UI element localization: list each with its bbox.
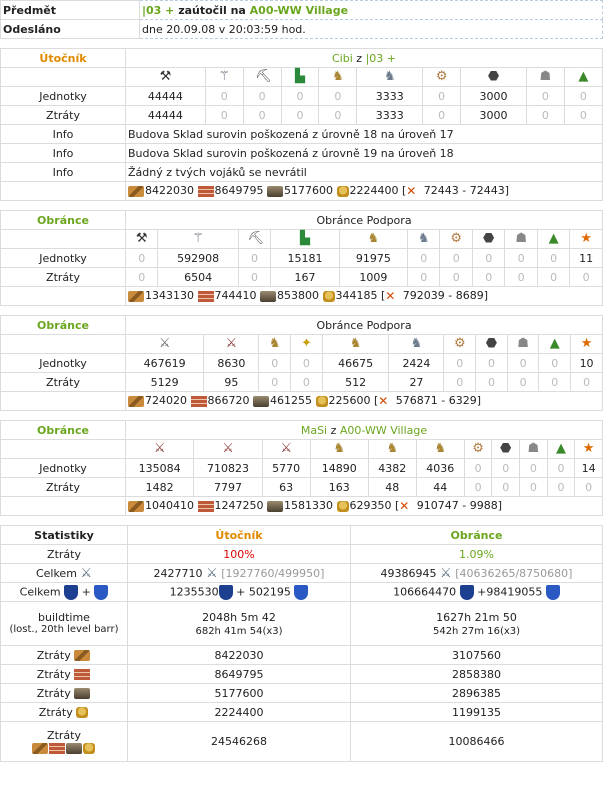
unit-values-row	[1, 459, 603, 478]
unit-count: 4382	[368, 459, 416, 478]
unit-count: 0	[243, 106, 281, 125]
info-text: Budova Sklad surovin poškozená z úrovně 19 na úroveň 18	[126, 144, 603, 163]
subject-value: |03 + zaútočil na A00-WW Village	[140, 1, 603, 20]
unit-count: 167	[271, 268, 339, 287]
defender-village-link[interactable]: A00-WW Village	[339, 423, 428, 437]
crop-icon	[337, 501, 349, 512]
defender-title: Obránce Podpora	[126, 211, 603, 230]
clay-icon	[191, 396, 207, 407]
unit-count: 0	[505, 268, 537, 287]
unit-count: 3000	[461, 106, 527, 125]
iron-icon	[260, 291, 276, 302]
bounty-iron: 5177600	[284, 184, 333, 197]
horse-icon[interactable]: ♞	[333, 441, 346, 456]
horse-icon[interactable]: ♞	[386, 441, 399, 456]
unit-count: 0	[526, 87, 564, 106]
axe-icon[interactable]: ⛏	[255, 69, 272, 84]
unit-count: 135084	[126, 459, 194, 478]
unit-count: 0	[472, 249, 504, 268]
row-label: Jednotky	[1, 249, 126, 268]
info-row: Info Budova Sklad surovin poškozená z úrovně 18 na úroveň 17	[1, 125, 603, 144]
unit-count: 0	[444, 354, 476, 373]
stats-row-clay: Ztráty 8649795 2858380	[1, 665, 603, 684]
defender-role: Obránce	[1, 211, 126, 230]
stats-row-total-defense: Celkem + 1235530 + 502195 106664470 +98419055	[1, 583, 603, 602]
bounty-clay: 8649795	[214, 184, 264, 197]
row-label: Jednotky	[1, 459, 126, 478]
stats-title: Statistiky	[1, 526, 128, 545]
iron-icon	[74, 688, 90, 699]
wood-icon	[128, 291, 144, 302]
cavalry-defense-icon	[94, 585, 108, 600]
attacker-role: Útočník	[1, 49, 126, 68]
infantry-defense-icon	[64, 585, 78, 600]
unit-count: 0	[408, 249, 440, 268]
settler-icon[interactable]: ▲	[549, 336, 560, 351]
iron-icon	[253, 396, 269, 407]
hero-icon[interactable]: ★	[580, 231, 592, 246]
unit-count: 467619	[126, 354, 204, 373]
stats-table	[0, 525, 603, 762]
unit-count: 0	[539, 373, 571, 392]
unit-count: 44	[416, 478, 464, 497]
damage-icon: ✕	[406, 184, 417, 198]
damage-icon: ✕	[385, 289, 396, 303]
unit-count: 0	[444, 373, 476, 392]
unit-values-row	[1, 106, 603, 125]
unit-count: 0	[492, 459, 520, 478]
chief-icon[interactable]: ☗	[515, 231, 527, 246]
club-icon[interactable]: ⚒	[159, 69, 172, 84]
defender-role: Obránce	[1, 421, 126, 440]
unit-count: 0	[259, 354, 291, 373]
unit-count: 0	[520, 478, 548, 497]
unit-count: 0	[564, 87, 602, 106]
unit-count: 0	[205, 87, 243, 106]
info-row: Info Žádný z tvých vojáků se nevrátil	[1, 163, 603, 182]
stats-col-attacker: Útočník	[128, 526, 351, 545]
bounty-crop: 2224400	[349, 184, 399, 197]
ram-icon[interactable]: ⚙	[450, 231, 463, 246]
bounty-range: 72443 - 72443	[423, 184, 505, 197]
unit-count: 0	[537, 249, 569, 268]
unit-count: 0	[440, 249, 472, 268]
unit-count: 27	[389, 373, 444, 392]
unit-values-row	[1, 478, 603, 497]
ram-icon[interactable]: ⚙	[472, 441, 484, 456]
stats-col-defender: Obránce	[351, 526, 603, 545]
boot-icon[interactable]: ▙	[295, 69, 306, 84]
unit-count: 0	[575, 478, 603, 497]
stats-row-losses-pct: Ztráty 100% 1.09%	[1, 545, 603, 564]
unit-count: 91975	[339, 249, 407, 268]
chief-icon[interactable]: ☗	[539, 69, 552, 84]
unit-count: 0	[291, 354, 323, 373]
infantry-defense-icon	[460, 585, 474, 600]
unit-values-row	[1, 354, 603, 373]
knight-icon[interactable]: ♞	[410, 336, 423, 351]
unit-count: 44444	[126, 87, 206, 106]
attacker-village-link[interactable]: |03 +	[365, 51, 396, 65]
unit-count: 0	[547, 478, 575, 497]
unit-count: 95	[204, 373, 259, 392]
unit-count: 7797	[194, 478, 262, 497]
unit-icons-row	[1, 68, 603, 87]
unit-count: 0	[126, 249, 158, 268]
horse-icon[interactable]: ♞	[349, 336, 362, 351]
unit-count: 0	[564, 106, 602, 125]
bounty-row	[1, 287, 603, 306]
catapult-icon[interactable]: ⬣	[483, 231, 495, 246]
info-text: Budova Sklad surovin poškozená z úrovně 18 na úroveň 17	[126, 125, 603, 144]
unit-icons-row	[1, 440, 603, 459]
club-icon[interactable]: ⚒	[135, 231, 148, 246]
unit-count: 8630	[204, 354, 259, 373]
bounty-cell: 1040410 1247250 1581330 629350 [✕ 910747 - 9988]	[126, 497, 603, 516]
unit-count: 5770	[262, 459, 310, 478]
row-label: Ztráty	[1, 268, 126, 287]
sent-label: Odesláno	[1, 20, 140, 39]
unit-count: 1009	[339, 268, 407, 287]
unit-count: 2424	[389, 354, 444, 373]
bounty-row	[1, 497, 603, 516]
unit-icons-row	[1, 230, 603, 249]
unit-count: 0	[259, 373, 291, 392]
bounty-crop: 344185	[335, 289, 378, 302]
defender-table-3	[0, 420, 603, 516]
wood-icon	[128, 396, 144, 407]
unit-count: 0	[423, 87, 461, 106]
attacker-player-line: Cibi z |03 +	[126, 49, 603, 68]
crop-icon	[337, 186, 349, 197]
crop-icon	[323, 291, 335, 302]
defender-title: Obránce Podpora	[126, 316, 603, 335]
clay-icon	[74, 669, 90, 680]
defender-table-1	[0, 210, 603, 306]
unit-values-row	[1, 249, 603, 268]
horse-icon[interactable]: ♞	[367, 231, 380, 246]
crop-icon	[76, 707, 88, 718]
unit-count: 0	[507, 354, 539, 373]
unit-count: 3000	[461, 87, 527, 106]
settler-icon[interactable]: ▲	[548, 231, 559, 246]
bounty-cell: 724020 866720 461255 225600 [✕ 576871 - 6329]	[126, 392, 603, 411]
unit-count: 0	[408, 268, 440, 287]
stats-row-all-resources: Ztráty 24546268 10086466	[1, 722, 603, 762]
unit-count: 0	[547, 459, 575, 478]
wood-icon	[74, 650, 90, 661]
unit-count: 0	[507, 373, 539, 392]
unit-count: 4036	[416, 459, 464, 478]
settler-icon[interactable]: ▲	[578, 69, 589, 84]
cavalry-defense-icon	[546, 585, 560, 600]
unit-count: 0	[464, 459, 492, 478]
spear-icon[interactable]: ⚚	[218, 69, 231, 84]
unit-count: 44444	[126, 106, 206, 125]
bounty-clay: 866720	[207, 394, 250, 407]
unit-count: 0	[492, 478, 520, 497]
catapult-icon[interactable]: ⬣	[500, 441, 512, 456]
bounty-crop: 225600	[328, 394, 371, 407]
bounty-crop: 629350	[349, 499, 392, 512]
subject-label: Předmět	[1, 1, 140, 20]
unit-count: 15181	[271, 249, 339, 268]
bounty-range: 576871 - 6329	[395, 394, 477, 407]
unit-count: 0	[505, 249, 537, 268]
unit-count: 0	[571, 373, 603, 392]
unit-count: 163	[310, 478, 368, 497]
hero-icon[interactable]: ★	[580, 336, 593, 351]
sword-icon[interactable]: ⚔	[153, 441, 166, 456]
attacker-table	[0, 48, 603, 201]
unit-values-row	[1, 87, 603, 106]
unit-count: 14890	[310, 459, 368, 478]
unit-count: 0	[476, 373, 508, 392]
sword-icon[interactable]: ⚔	[222, 441, 234, 456]
report-header	[0, 0, 603, 39]
stats-row-crop: Ztráty 2224400 1199135	[1, 703, 603, 722]
unit-count: 512	[322, 373, 389, 392]
attacker-player-link[interactable]: Cibi	[332, 51, 353, 65]
clay-icon	[198, 291, 214, 302]
spear-icon[interactable]: ⚚	[192, 231, 204, 246]
unit-count: 0	[539, 354, 571, 373]
unit-count: 5129	[126, 373, 204, 392]
horse-icon[interactable]: ♞	[434, 441, 447, 456]
defender-player-line: MaSi z A00-WW Village	[126, 421, 603, 440]
unit-count: 0	[243, 87, 281, 106]
unit-count: 0	[476, 354, 508, 373]
damage-icon: ✕	[399, 499, 410, 513]
unit-count: 0	[472, 268, 504, 287]
hero-icon[interactable]: ★	[582, 441, 595, 456]
unit-count: 0	[126, 268, 158, 287]
unit-count: 0	[423, 106, 461, 125]
bounty-range: 910747 - 9988	[416, 499, 498, 512]
bounty-range: 792039 - 8689	[402, 289, 484, 302]
clay-icon	[198, 186, 214, 197]
bounty-wood: 1040410	[145, 499, 194, 512]
defender-role: Obránce	[1, 316, 126, 335]
unit-icons-row	[1, 335, 603, 354]
defender-player-link[interactable]: MaSi	[300, 423, 328, 437]
wood-icon	[32, 743, 48, 754]
horse-icon[interactable]: ♞	[332, 69, 344, 84]
unit-count: 0	[319, 106, 357, 125]
sent-value: dne 20.09.08 v 20:03:59 hod.	[140, 20, 603, 39]
row-label: Jednotky	[1, 87, 126, 106]
unit-count: 0	[291, 373, 323, 392]
unit-count: 0	[319, 87, 357, 106]
defender-table-2	[0, 315, 603, 411]
row-label: Jednotky	[1, 354, 126, 373]
unit-count: 1482	[126, 478, 194, 497]
unit-count: 710823	[194, 459, 262, 478]
ram-icon[interactable]: ⚙	[435, 69, 448, 84]
attacker-village-link[interactable]: |03 +	[142, 3, 175, 17]
horse-icon[interactable]: ♞	[268, 336, 281, 351]
bounty-iron: 1581330	[284, 499, 333, 512]
unit-count: 0	[238, 268, 270, 287]
unit-count: 48	[368, 478, 416, 497]
bounty-clay: 1247250	[214, 499, 264, 512]
bounty-wood: 1343130	[145, 289, 194, 302]
wood-icon	[128, 501, 144, 512]
unit-count: 46675	[322, 354, 389, 373]
sword-icon[interactable]: ⚔	[280, 441, 292, 456]
knight-icon[interactable]: ♞	[383, 69, 396, 84]
clay-icon	[49, 743, 65, 754]
unit-count: 10	[571, 354, 603, 373]
stats-row-iron: Ztráty 5177600 2896385	[1, 684, 603, 703]
stats-row-wood: Ztráty 8422030 3107560	[1, 646, 603, 665]
unit-count: 0	[238, 249, 270, 268]
clay-icon	[198, 501, 214, 512]
crossed-swords-icon: ⚔	[80, 565, 93, 581]
unit-count: 6504	[158, 268, 238, 287]
wood-icon	[128, 186, 144, 197]
axe-icon[interactable]: ⛏	[247, 231, 265, 246]
bounty-row	[1, 392, 603, 411]
bounty-cell: 1343130 744410 853800 344185 [✕ 792039 - 8689]	[126, 287, 603, 306]
bounty-cell: 8422030 8649795 5177600 2224400 [✕ 72443 - 72443]	[126, 182, 603, 201]
unit-count: 3333	[357, 106, 423, 125]
bounty-iron: 853800	[277, 289, 319, 302]
crossed-swords-icon: ⚔	[440, 565, 452, 581]
row-label: Ztráty	[1, 373, 126, 392]
unit-count: 63	[262, 478, 310, 497]
unit-count: 0	[526, 106, 564, 125]
bounty-clay: 744410	[214, 289, 257, 302]
crop-icon	[316, 396, 328, 407]
unit-count: 0	[281, 106, 319, 125]
unit-count: 0	[281, 87, 319, 106]
unit-count: 0	[537, 268, 569, 287]
settler-icon[interactable]: ▲	[555, 441, 566, 456]
damage-icon: ✕	[378, 394, 389, 408]
unit-count: 0	[440, 268, 472, 287]
row-label: Ztráty	[1, 478, 126, 497]
unit-values-row	[1, 373, 603, 392]
unit-values-row	[1, 268, 603, 287]
iron-icon	[66, 743, 82, 754]
unit-count: 14	[575, 459, 603, 478]
iron-icon	[267, 501, 283, 512]
boot-icon[interactable]: ▙	[299, 231, 310, 246]
unit-count: 3333	[357, 87, 423, 106]
catapult-icon[interactable]: ⬣	[485, 336, 498, 351]
unit-count: 592908	[158, 249, 238, 268]
target-village-link[interactable]: A00-WW Village	[249, 3, 349, 17]
bounty-wood: 724020	[145, 394, 187, 407]
unit-count: 0	[570, 268, 603, 287]
knight-icon[interactable]: ♞	[417, 231, 430, 246]
unit-count: 0	[464, 478, 492, 497]
ram-icon[interactable]: ⚙	[453, 336, 466, 351]
chief-icon[interactable]: ☗	[527, 441, 540, 456]
pike-icon[interactable]: ⚔	[158, 336, 171, 351]
bounty-row	[1, 182, 603, 201]
row-label: Ztráty	[1, 106, 126, 125]
cavalry-defense-icon	[294, 585, 308, 600]
sword-icon[interactable]: ⚔	[225, 336, 238, 351]
catapult-icon[interactable]: ⬣	[487, 69, 500, 84]
infantry-defense-icon	[219, 585, 233, 600]
stats-row-total-attack: Celkem ⚔ 2427710 ⚔ [1927760/499950] 49386945 ⚔ [40636265/8750680]	[1, 564, 603, 583]
info-row: Info Budova Sklad surovin poškozená z úrovně 19 na úroveň 18	[1, 144, 603, 163]
unit-count: 11	[570, 249, 603, 268]
stats-row-buildtime: buildtime (lost., 20th level barr) 2048h 5m 42 682h 41m 54(x3) 1627h 21m 50 542h 27m 16(x3)	[1, 602, 603, 646]
unit-count: 0	[520, 459, 548, 478]
crossed-swords-icon: ⚔	[206, 565, 218, 581]
crop-icon	[83, 743, 95, 754]
druid-icon[interactable]: ✦	[300, 336, 312, 351]
bounty-iron: 461255	[270, 394, 312, 407]
unit-count: 0	[205, 106, 243, 125]
chief-icon[interactable]: ☗	[517, 336, 529, 351]
bounty-wood: 8422030	[145, 184, 194, 197]
info-text: Žádný z tvých vojáků se nevrátil	[126, 163, 603, 182]
iron-icon	[267, 186, 283, 197]
